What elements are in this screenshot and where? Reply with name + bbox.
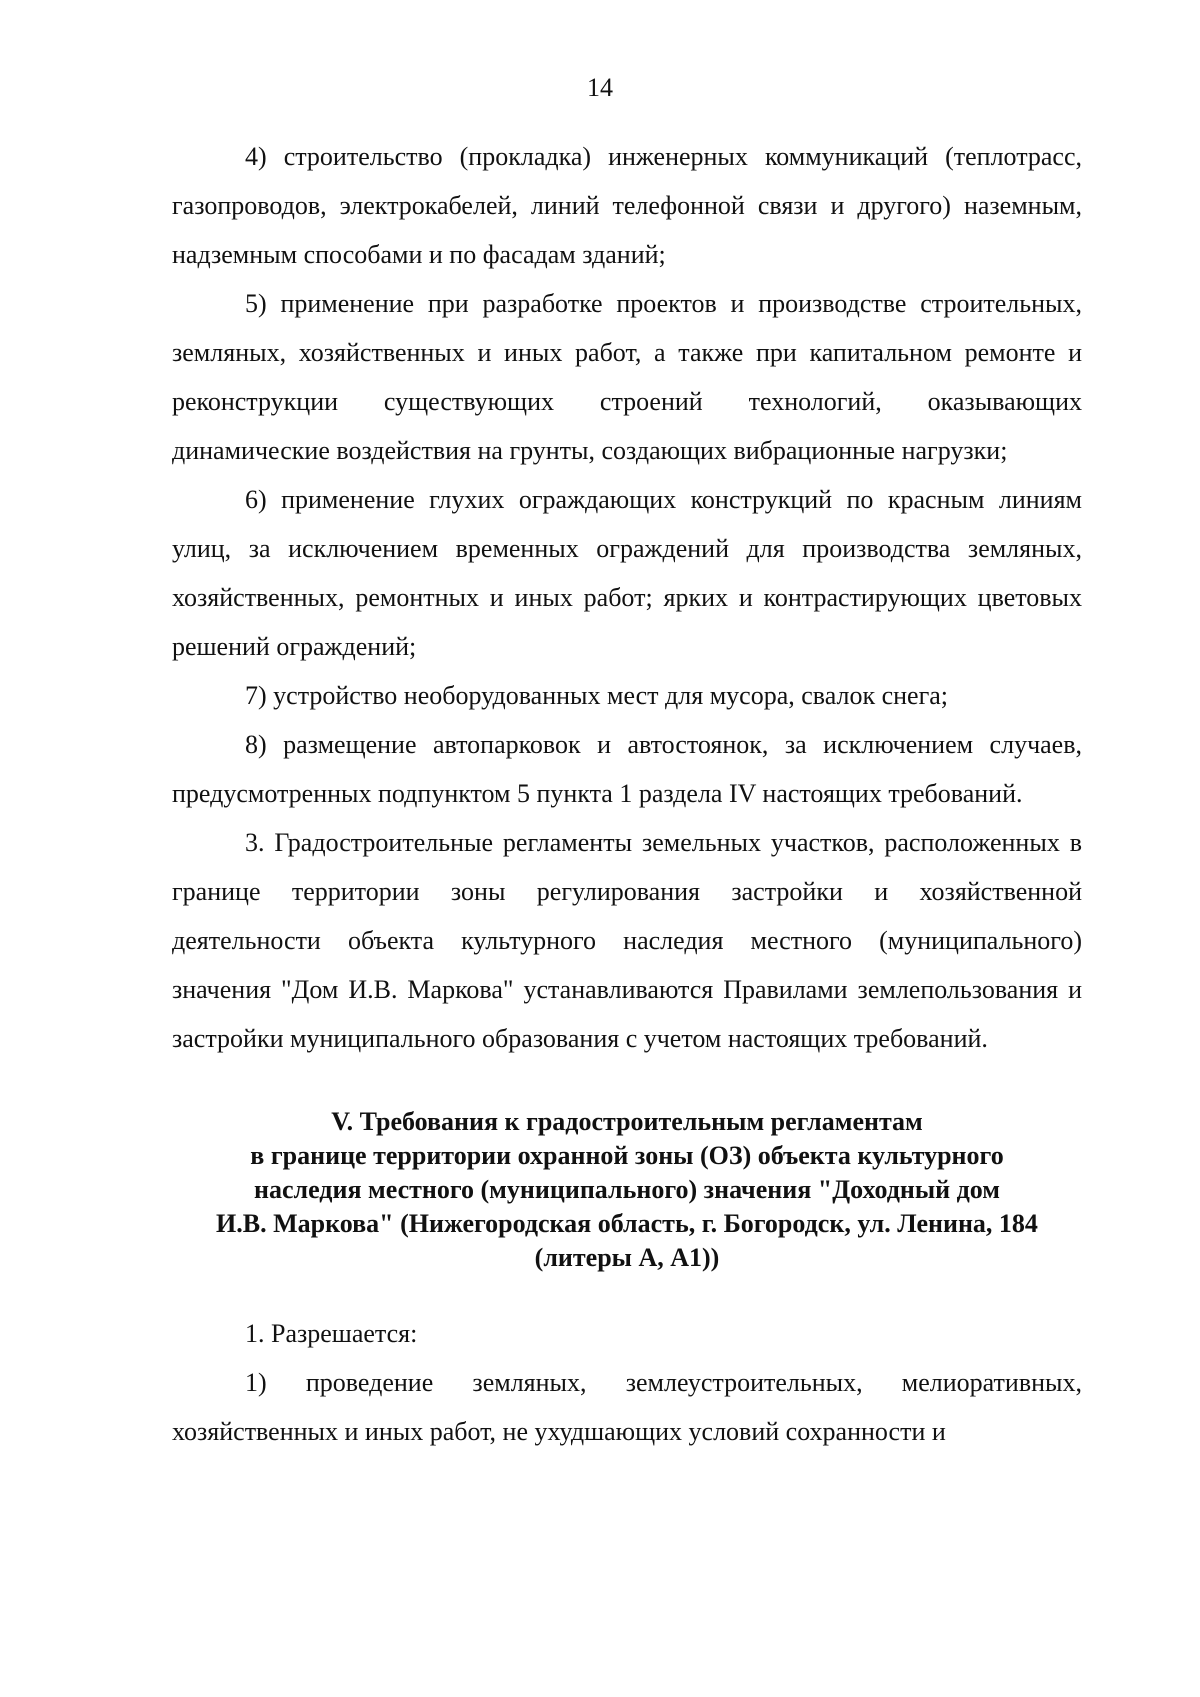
document-body [172, 132, 1082, 1456]
paragraph-clause-3: 3. Градостроительные регламенты земельных участков, расположенных в границе территории зоны регулирования застройки и хозяйственной деятельности объекта культурного наследия местного (муниципального) значения "Дом И.В. Маркова" устанавливаются Правилами землепользования и застройки муниципального образования с учетом настоящих требований. [172, 828, 1082, 1053]
paragraph-clause-1: 1. Разрешается: [245, 1319, 418, 1348]
section-heading-line: И.В. Маркова" (Нижегородская область, г. Богородск, ул. Ленина, 184 [216, 1209, 1038, 1238]
section-heading-line: (литеры А, А1)) [534, 1243, 720, 1272]
paragraph-item-8: 8) размещение автопарковок и автостоянок, за исключением случаев, предусмотренных подпунктом 5 пункта 1 раздела IV настоящих требований. [172, 730, 1082, 808]
section-heading [172, 1105, 1082, 1275]
paragraph-item-7: 7) устройство необорудованных мест для мусора, свалок снега; [245, 681, 949, 710]
section-heading-line: наследия местного (муниципального) значения "Доходный дом [254, 1175, 1000, 1204]
paragraph-item-4: 4) строительство (прокладка) инженерных коммуникаций (теплотрасс, газопроводов, электрокабелей, линий телефонной связи и другого) наземным, надземным способами и по фасадам зданий; [172, 142, 1082, 269]
page-number: 14 [587, 73, 613, 102]
section-heading-line: в границе территории охранной зоны (ОЗ) объекта культурного [250, 1141, 1004, 1170]
paragraph-item-5: 5) применение при разработке проектов и производстве строительных, земляных, хозяйственных и иных работ, а также при капитальном ремонте и реконструкции существующих строений технологий, оказывающих динамические воздействия на грунты, создающих вибрационные нагрузки; [172, 289, 1082, 465]
paragraph-item-1: 1) проведение земляных, землеустроительных, мелиоративных, хозяйственных и иных работ, не ухудшающих условий сохранности и [172, 1368, 1082, 1446]
section-heading-line: V. Требования к градостроительным регламентам [331, 1107, 923, 1136]
paragraph-item-6: 6) применение глухих ограждающих конструкций по красным линиям улиц, за исключением временных ограждений для производства земляных, хозяйственных, ремонтных и иных работ; ярких и контрастирующих цветовых решений ограждений; [172, 485, 1082, 661]
